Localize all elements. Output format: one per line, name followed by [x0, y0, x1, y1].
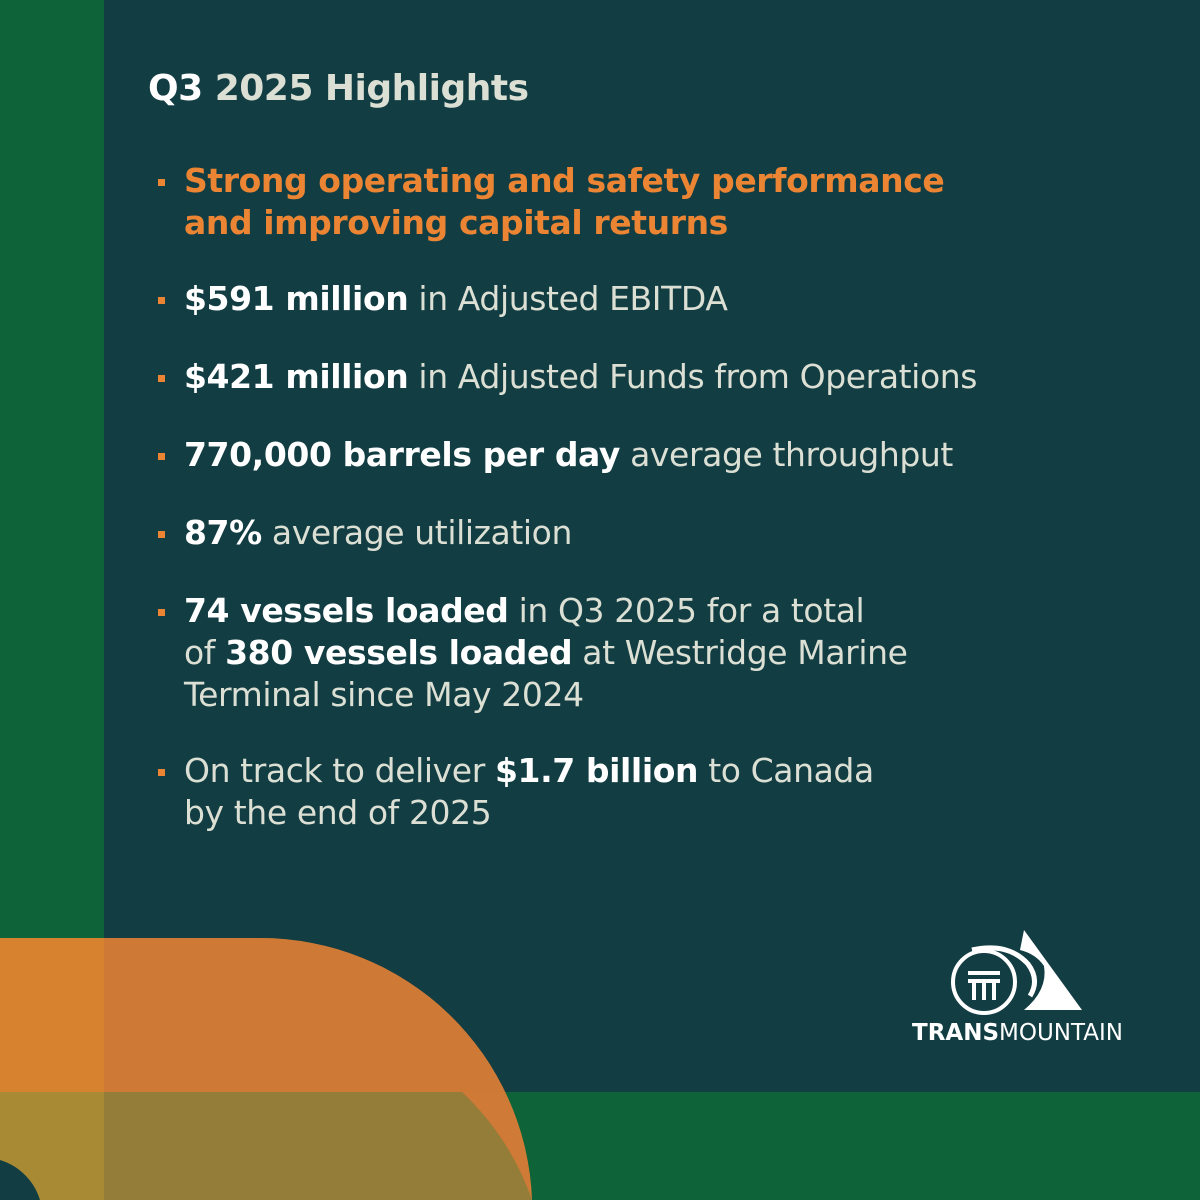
highlight-throughput-value: 770,000 barrels per day	[184, 435, 621, 474]
orange-arc-over-green	[104, 1092, 532, 1200]
highlights-list	[158, 160, 1168, 834]
highlight-canada	[158, 750, 1168, 834]
highlight-ffo	[158, 356, 1168, 398]
highlight-ebitda-label: in Adjusted EBITDA	[408, 279, 728, 318]
highlight-performance	[158, 160, 1168, 244]
bullet-square-icon	[158, 297, 165, 304]
highlight-performance-line2: and improving capital returns	[184, 203, 728, 242]
highlight-canada-line2: by the end of 2025	[184, 793, 492, 832]
highlight-utilization	[158, 512, 1168, 554]
highlight-vessels-line1-rest: in Q3 2025 for a total	[508, 591, 865, 630]
highlight-ebitda-value: $591 million	[184, 279, 409, 318]
highlight-performance-line1: Strong operating and safety performance	[184, 161, 945, 200]
trans-mountain-wordmark	[912, 1020, 1123, 1046]
page-title	[148, 68, 529, 109]
highlight-ffo-label: in Adjusted Funds from Operations	[408, 357, 978, 396]
highlight-canada-value: $1.7 billion	[494, 751, 699, 790]
highlight-throughput-label: average throughput	[620, 435, 953, 474]
highlight-utilization-label: average utilization	[261, 513, 572, 552]
highlight-vessels-line2-pre: of	[184, 633, 226, 672]
highlight-vessels-total-value: 380 vessels loaded	[225, 633, 573, 672]
wordmark-mountain: MOUNTAIN	[999, 1020, 1123, 1046]
highlight-ebitda	[158, 278, 1168, 320]
highlight-vessels-q3-value: 74 vessels loaded	[184, 591, 509, 630]
bullet-square-icon	[158, 179, 165, 186]
highlight-ffo-value: $421 million	[184, 357, 409, 396]
title-quarter: Q3	[148, 68, 203, 109]
bullet-square-icon	[158, 375, 165, 382]
highlight-canada-pre: On track to deliver	[184, 751, 495, 790]
highlight-canada-rest: to Canada	[698, 751, 874, 790]
bullet-square-icon	[158, 453, 165, 460]
title-rest: 2025 Highlights	[214, 68, 529, 109]
bullet-square-icon	[158, 769, 165, 776]
highlight-utilization-value: 87%	[184, 513, 262, 552]
highlight-vessels-line2-rest: at Westridge Marine	[572, 633, 908, 672]
bullet-square-icon	[158, 609, 165, 616]
highlight-vessels	[158, 590, 1168, 716]
wordmark-trans: TRANS	[912, 1020, 1000, 1046]
highlight-vessels-line3: Terminal since May 2024	[184, 675, 584, 714]
bullet-square-icon	[158, 531, 165, 538]
highlight-throughput	[158, 434, 1168, 476]
